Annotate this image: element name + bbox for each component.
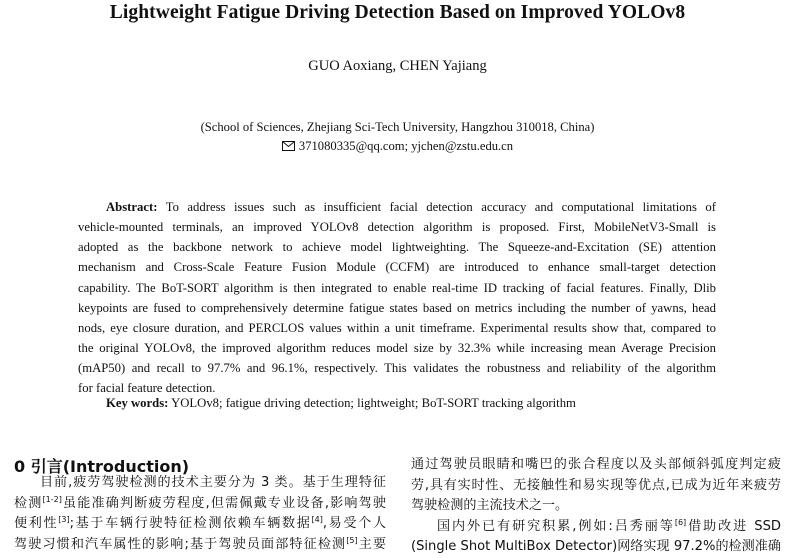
keywords-label: Key words: [106, 396, 169, 410]
body-line: 劳,具有实时性、无接触性和易实现等优点,已成为近年来疲劳 [411, 477, 781, 493]
citation: [6] [674, 517, 687, 527]
abstract-line: for facial feature detection. [78, 381, 216, 396]
abstract-block [78, 197, 716, 398]
citation: [5] [346, 535, 358, 545]
body-line: 目前,疲劳驾驶检测的技术主要分为 3 类。基于生理特征 [40, 475, 386, 490]
body-line: 便利性[3];基于车辆行驶特征检测依赖车辆数据[4],易受个人 [14, 515, 386, 531]
abstract-line: adopted as the backbone network to achieve model lightweighting. The Squeeze-and-Excitation (SE) attention [78, 240, 716, 255]
email-line [0, 139, 795, 154]
keywords-text: YOLOv8; fatigue driving detection; lightweight; BoT-SORT tracking algorithm [171, 396, 576, 410]
abstract-line: nods, eye closure duration, and PERCLOS values within a unit timeframe. Experimental results show that, compared to [78, 320, 716, 335]
affiliation-line: (School of Sciences, Zhejiang Sci-Tech University, Hangzhou 310018, China) [200, 120, 595, 134]
abstract-line: mechanism and Cross-Scale Feature Fusion Module (CCFM) are introduced to enhance small-target detection [78, 260, 716, 275]
email-addresses: 371080335@qq.com; yjchen@zstu.edu.cn [298, 139, 514, 153]
abstract-line: Abstract: To address issues such as insufficient facial detection accuracy and computational limitations of [106, 200, 716, 214]
author-line: GUO Aoxiang, CHEN Yajiang [308, 58, 487, 74]
paper-title: Lightweight Fatigue Driving Detection Based on Improved YOLOv8 [109, 2, 686, 23]
citation: [1-2] [42, 494, 62, 504]
abstract-line: capability. The BoT-SORT algorithm is then integrated to enable real-time ID tracking of facial features. Finally, Dlib [78, 280, 716, 295]
citation: [3] [58, 515, 70, 524]
abstract-line: vehicle-mounted terminals, an improved YOLOv8 detection algorithm is proposed. First, MobileNetV3-Small is [78, 220, 716, 235]
body-line: 驾驶习惯和汽车属性的影响;基于驾驶员面部特征检测[5]主要 [14, 535, 387, 552]
body-line: (Single Shot MultiBox Detector)网络实现 97.2%的检测准确 [411, 539, 781, 554]
abstract-line: keypoints are fused to comprehensively determine fatigue states based on metrics including the number of yawns, head [78, 300, 716, 315]
abstract-line: the original YOLOv8, the improved algorithm reduces model size by 32.3% while increasing mean Average Precision [78, 340, 716, 355]
keywords-line [106, 396, 576, 411]
left-column [14, 473, 386, 555]
section-heading: 0 引言(Introduction) [14, 457, 190, 476]
body-line: 通过驾驶员眼睛和嘴巴的张合程度以及头部倾斜弧度判定疲 [411, 457, 781, 472]
body-line: 驾驶检测的主流技术之一。 [411, 498, 569, 513]
abstract-line: (mAP50) and recall to 97.7% and 96.1%, respectively. This validates the robustness and reliability of the algorithm [78, 361, 716, 376]
citation: [4] [311, 515, 323, 524]
abstract-label: Abstract: [106, 200, 158, 214]
right-column [411, 455, 781, 558]
body-line: 检测[1-2]虽能准确判断疲劳程度,但需佩戴专业设备,影响驾驶 [14, 494, 387, 511]
mail-icon [282, 141, 295, 151]
body-line: 国内外已有研究积累,例如:吕秀丽等[6]借助改进 SSD [437, 517, 782, 534]
